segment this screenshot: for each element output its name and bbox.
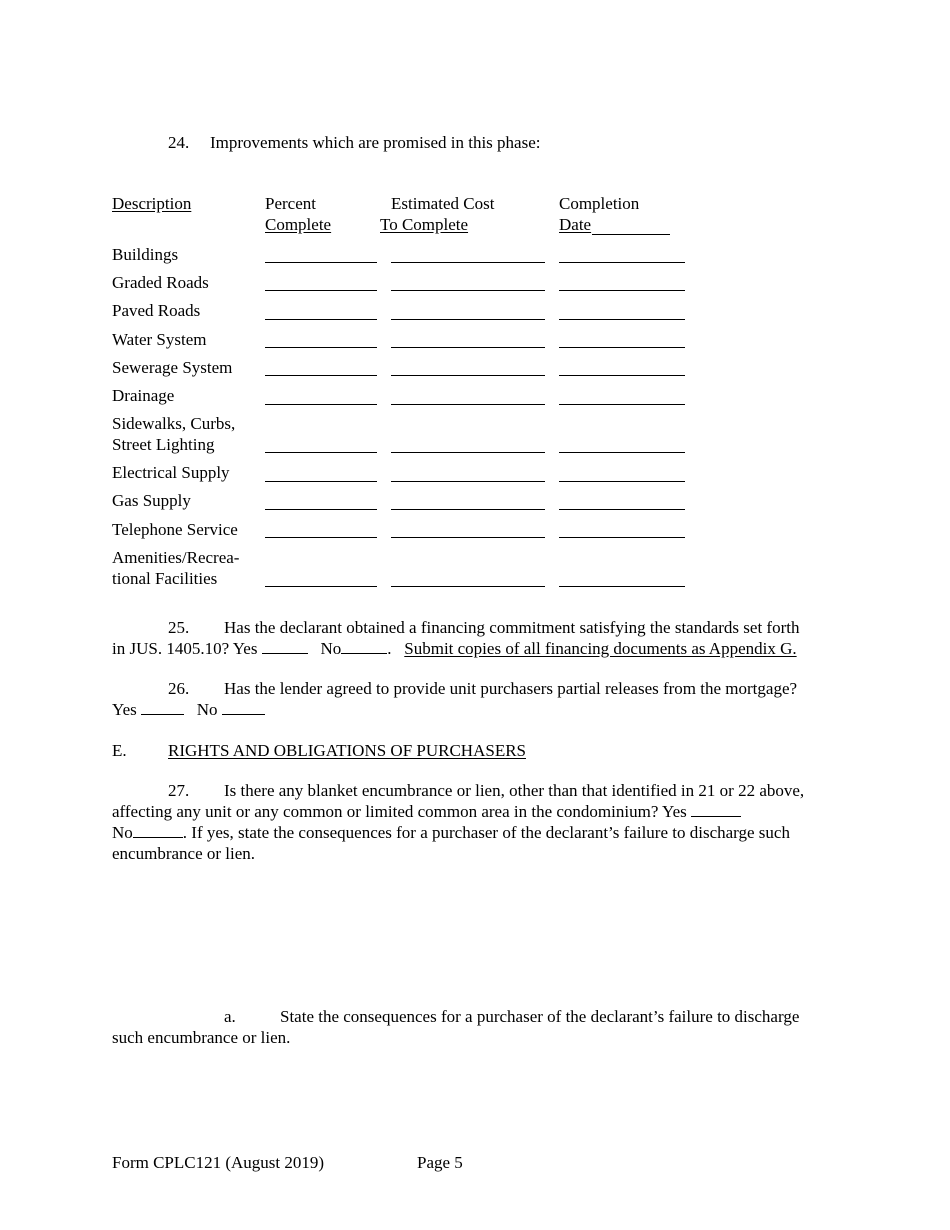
section-e-letter: E. xyxy=(112,741,127,760)
blank-date[interactable] xyxy=(559,481,685,482)
row-label-paved-roads: Paved Roads xyxy=(112,301,201,320)
blank-date[interactable] xyxy=(559,404,685,405)
blank-cost[interactable] xyxy=(391,509,545,510)
row-label-buildings: Buildings xyxy=(112,245,179,264)
row-label-electrical-supply: Electrical Supply xyxy=(112,463,230,482)
blank-cost[interactable] xyxy=(391,375,545,376)
row-label-graded-roads: Graded Roads xyxy=(112,273,209,292)
item-26-answers: Yes No xyxy=(112,699,265,720)
no-label: No xyxy=(320,639,342,658)
blank-percent[interactable] xyxy=(265,262,377,263)
yes-blank[interactable] xyxy=(691,802,741,817)
blank-date[interactable] xyxy=(559,509,685,510)
blank-percent[interactable] xyxy=(265,481,377,482)
item-27a-line1: State the consequences for a purchaser of the declarant’s failure to discharge xyxy=(280,1007,800,1026)
blank-date[interactable] xyxy=(559,347,685,348)
blank-date[interactable] xyxy=(559,537,685,538)
row-label-amenities: Amenities/Recrea- xyxy=(112,548,240,567)
header-complete: Complete xyxy=(265,215,332,234)
row-label-recreational-facilities: tional Facilities xyxy=(112,569,218,588)
footer-page-number: Page 5 xyxy=(417,1153,463,1172)
blank-percent[interactable] xyxy=(265,452,377,453)
blank-cost[interactable] xyxy=(391,452,545,453)
item-26-number: 26. xyxy=(168,679,190,698)
blank-percent[interactable] xyxy=(265,404,377,405)
item-26-text: Has the lender agreed to provide unit purchasers partial releases from the mortgage? xyxy=(224,679,798,698)
header-to-complete: To Complete xyxy=(380,215,469,234)
blank-date[interactable] xyxy=(559,452,685,453)
item-24-number: 24. xyxy=(168,133,190,152)
item-24-text: Improvements which are promised in this phase: xyxy=(210,133,541,152)
row-label-street-lighting: Street Lighting xyxy=(112,435,215,454)
section-e-title: RIGHTS AND OBLIGATIONS OF PURCHASERS xyxy=(168,741,526,760)
no-blank[interactable] xyxy=(133,823,183,838)
no-blank[interactable] xyxy=(341,639,387,654)
blank-percent[interactable] xyxy=(265,290,377,291)
blank-date[interactable] xyxy=(559,262,685,263)
blank-percent[interactable] xyxy=(265,537,377,538)
blank-percent[interactable] xyxy=(265,347,377,348)
blank-date[interactable] xyxy=(559,586,685,587)
header-estimated-cost: Estimated Cost xyxy=(391,194,495,213)
header-date: Date xyxy=(559,215,592,234)
row-label-telephone-service: Telephone Service xyxy=(112,520,238,539)
blank-percent[interactable] xyxy=(265,509,377,510)
blank-date[interactable] xyxy=(559,375,685,376)
header-description: Description xyxy=(112,194,192,213)
yes-blank[interactable] xyxy=(141,700,184,715)
blank-cost[interactable] xyxy=(391,404,545,405)
blank-cost[interactable] xyxy=(391,262,545,263)
item-27-number: 27. xyxy=(168,781,190,800)
blank-percent[interactable] xyxy=(265,586,377,587)
row-label-water-system: Water System xyxy=(112,330,207,349)
item-27a-letter: a. xyxy=(224,1007,236,1026)
item-27-line1: Is there any blanket encumbrance or lien, other than that identified in 21 or 22 above, xyxy=(224,781,805,800)
item-27-line3: No . If yes, state the consequences for a purchaser of the declarant’s failure to discharge such xyxy=(112,823,790,842)
row-label-sidewalks: Sidewalks, Curbs, xyxy=(112,414,236,433)
item-27a-line2: such encumbrance or lien. xyxy=(112,1028,291,1047)
header-percent: Percent xyxy=(265,194,316,213)
blank-cost[interactable] xyxy=(391,586,545,587)
item-25-line2: in JUS. 1405.10? Yes No . Submit copies of all financing documents as Appendix G. xyxy=(112,639,797,658)
row-label-gas-supply: Gas Supply xyxy=(112,491,191,510)
item-25-number: 25. xyxy=(168,618,190,637)
item-25-line1: Has the declarant obtained a financing commitment satisfying the standards set forth xyxy=(224,618,800,637)
blank-percent[interactable] xyxy=(265,375,377,376)
submit-appendix-g: Submit copies of all financing documents as Appendix G. xyxy=(404,639,797,658)
blank-cost[interactable] xyxy=(391,481,545,482)
yes-blank[interactable] xyxy=(262,639,308,654)
blank-cost[interactable] xyxy=(391,319,545,320)
blank-date[interactable] xyxy=(559,290,685,291)
no-blank[interactable] xyxy=(222,700,265,715)
row-label-drainage: Drainage xyxy=(112,386,175,405)
row-label-sewerage-system: Sewerage System xyxy=(112,358,233,377)
blank-cost[interactable] xyxy=(391,290,545,291)
blank-percent[interactable] xyxy=(265,319,377,320)
footer-form: Form CPLC121 (August 2019) xyxy=(112,1153,325,1172)
blank-cost[interactable] xyxy=(391,347,545,348)
blank-date[interactable] xyxy=(559,319,685,320)
header-date-underline xyxy=(592,234,670,235)
item-27-line4: encumbrance or lien. xyxy=(112,844,256,863)
item-27-line2: affecting any unit or any common or limited common area in the condominium? Yes xyxy=(112,801,741,822)
blank-cost[interactable] xyxy=(391,537,545,538)
header-completion: Completion xyxy=(559,194,640,213)
